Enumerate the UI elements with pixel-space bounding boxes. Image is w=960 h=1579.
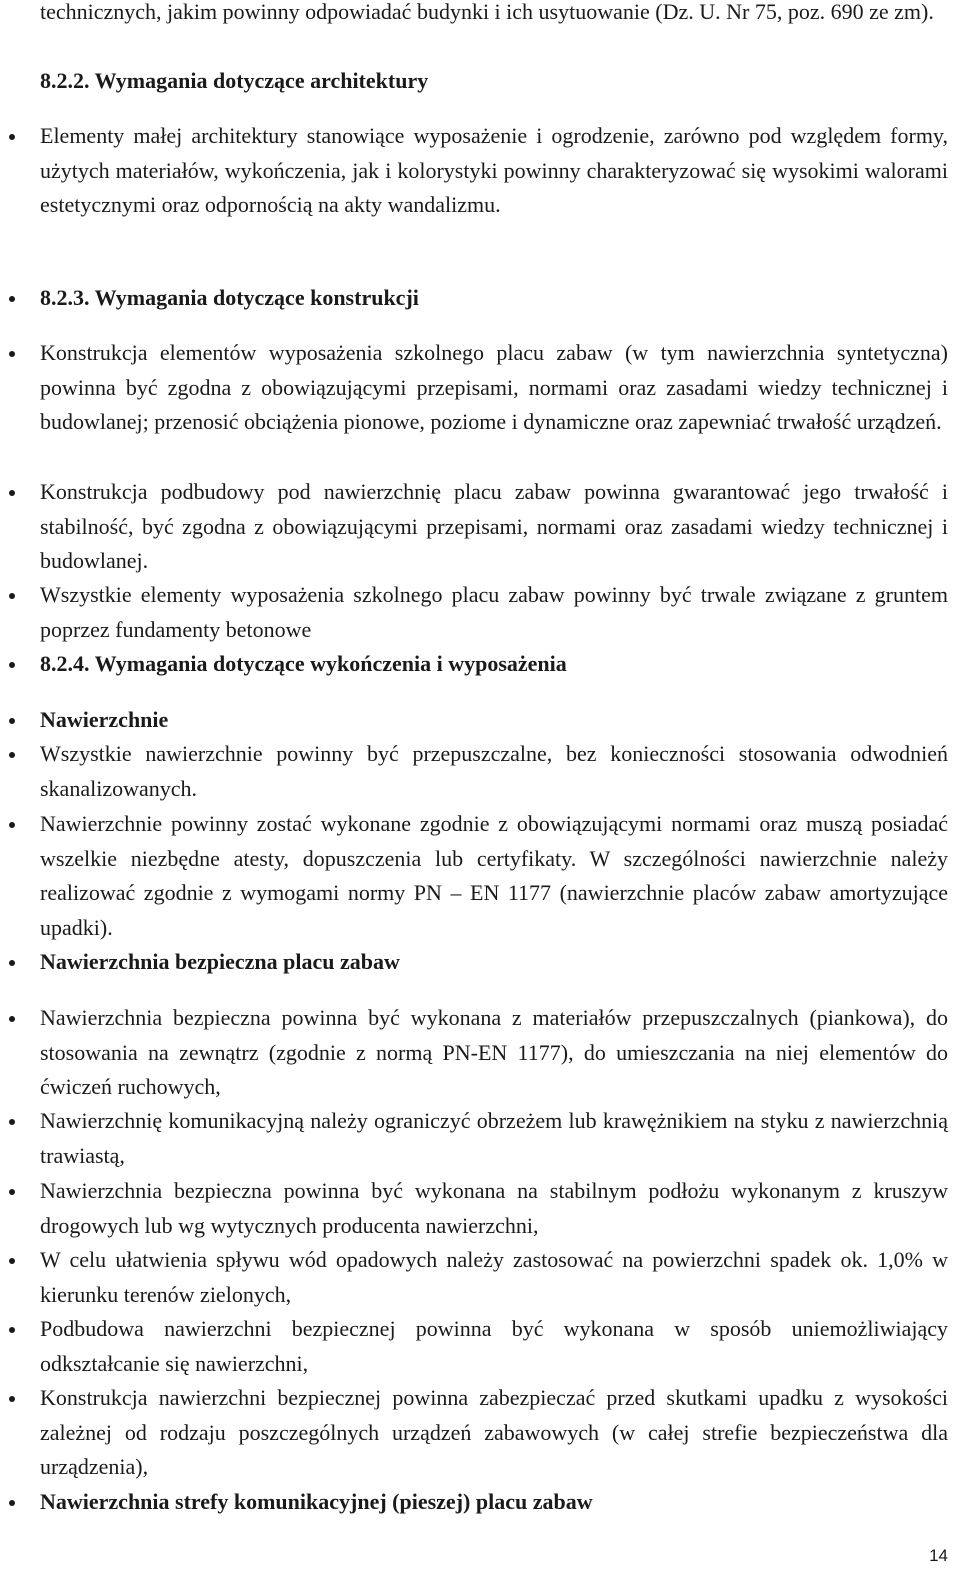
subheading-surfaces bbox=[40, 703, 948, 738]
intro-continuation-paragraph: technicznych, jakim powinny odpowiadać budynki i ich usytuowanie (Dz. U. Nr 75, poz. 690 ze zm). bbox=[40, 0, 934, 24]
bullet-icon bbox=[9, 718, 15, 724]
list-item-construction-elements bbox=[40, 336, 948, 440]
list-item-text: Wszystkie elementy wyposażenia szkolnego placu zabaw powinny być trwale związane z gruntem poprzez fundamenty betonowe bbox=[40, 582, 948, 642]
bullet-icon bbox=[9, 1396, 15, 1402]
section-heading-824 bbox=[40, 647, 948, 682]
list-item-permeable-surfaces bbox=[40, 737, 948, 806]
list-item-communication-surface-edge bbox=[40, 1104, 948, 1173]
list-item-text: Nawierzchnię komunikacyjną należy ograniczyć obrzeżem lub krawężnikiem na styku z nawierzchnią trawiastą, bbox=[40, 1108, 948, 1168]
list-item-text: Konstrukcja nawierzchni bezpiecznej powinna zabezpieczać przed skutkami upadku z wysokości zależnej od rodzaju poszczególnych urządzeń zabawowych (w całej strefie bezpieczeństwa dla urządzenia), bbox=[40, 1385, 948, 1479]
bullet-icon bbox=[9, 1500, 15, 1506]
list-item-text: Podbudowa nawierzchni bezpiecznej powinna być wykonana w sposób uniemożliwiający odkształcanie się nawierzchni, bbox=[40, 1316, 948, 1376]
bullet-icon bbox=[9, 1189, 15, 1195]
list-item-surface-norms bbox=[40, 807, 948, 945]
bullet-icon bbox=[9, 662, 15, 668]
list-item-text: Konstrukcja podbudowy pod nawierzchnię placu zabaw powinna gwarantować jego trwałość i stabilność, być zgodna z obowiązującymi przepisami, normami oraz zasadami wiedzy technicznej i budowlanej. bbox=[40, 479, 948, 573]
list-item-text: 8.2.4. Wymagania dotyczące wykończenia i wyposażenia bbox=[40, 651, 567, 676]
list-item-text: Nawierzchnia strefy komunikacyjnej (pieszej) placu zabaw bbox=[40, 1489, 593, 1514]
page-number: 14 bbox=[929, 1546, 948, 1565]
bullet-icon bbox=[9, 1327, 15, 1333]
list-item-text: Elementy małej architektury stanowiące wyposażenie i ogrodzenie, zarówno pod względem formy, użytych materiałów, wykończenia, jak i kolorystyki powinny charakteryzować się wysokimi walorami estetycznymi oraz odpornością na akty wandalizmu. bbox=[40, 123, 948, 217]
bullet-icon bbox=[9, 752, 15, 758]
list-item-text: W celu ułatwienia spływu wód opadowych należy zastosować na powierzchni spadek ok. 1,0% w kierunku terenów zielonych, bbox=[40, 1247, 948, 1307]
bullet-icon bbox=[9, 1119, 15, 1125]
list-item-text: Wszystkie nawierzchnie powinny być przepuszczalne, bez konieczności stosowania odwodnień skanalizowanych. bbox=[40, 741, 948, 801]
list-item-text: 8.2.3. Wymagania dotyczące konstrukcji bbox=[40, 285, 419, 310]
list-item-foundations bbox=[40, 578, 948, 647]
bullet-icon bbox=[9, 960, 15, 966]
section-heading-822: 8.2.2. Wymagania dotyczące architektury bbox=[40, 68, 429, 93]
list-item-text: Nawierzchnia bezpieczna powinna być wykonana na stabilnym podłożu wykonanym z kruszyw drogowych lub wg wytycznych producenta nawierzchni, bbox=[40, 1178, 948, 1238]
list-item-drainage-slope bbox=[40, 1243, 948, 1312]
bullet-icon bbox=[9, 822, 15, 828]
list-item-text: Nawierzchnie powinny zostać wykonane zgodnie z obowiązującymi normami oraz muszą posiadać wszelkie niezbędne atesty, dopuszczenia lub certyfikaty. W szczególności nawierzchnie należy realizować zgodnie z wymogami normy PN – EN 1177 (nawierzchnie placów zabaw amortyzujące upadki). bbox=[40, 811, 948, 940]
subheading-pedestrian-surface bbox=[40, 1485, 948, 1520]
bullet-icon bbox=[9, 1016, 15, 1022]
bullet-icon bbox=[9, 1258, 15, 1264]
bullet-icon bbox=[9, 490, 15, 496]
list-item-text: Konstrukcja elementów wyposażenia szkolnego placu zabaw (w tym nawierzchnia syntetyczna) powinna być zgodna z obowiązującymi przepisami, normami oraz zasadami wiedzy technicznej i budowlanej; przenosić obciążenia pionowe, poziome i dynamiczne oraz zapewniać trwałość urządzeń. bbox=[40, 340, 948, 434]
list-item-text: Nawierzchnia bezpieczna placu zabaw bbox=[40, 949, 400, 974]
section-heading-823 bbox=[40, 281, 948, 316]
bullet-icon bbox=[9, 296, 15, 302]
subheading-safe-surface bbox=[40, 945, 948, 980]
bullet-icon bbox=[9, 134, 15, 140]
bullet-icon bbox=[9, 593, 15, 599]
list-item-subbase-construction bbox=[40, 475, 948, 579]
list-item-subbase-deformation bbox=[40, 1312, 948, 1381]
bullet-icon bbox=[9, 351, 15, 357]
list-item-text: Nawierzchnia bezpieczna powinna być wykonana z materiałów przepuszczalnych (piankowa), do stosowania na zewnątrz (zgodnie z normą PN-EN 1177), do umieszczania na niej elementów do ćwiczeń ruchowych, bbox=[40, 1005, 948, 1099]
list-item-stable-base bbox=[40, 1174, 948, 1243]
list-item-architecture-elements bbox=[40, 119, 948, 223]
list-item-text: Nawierzchnie bbox=[40, 707, 169, 732]
list-item-safe-surface-material bbox=[40, 1001, 948, 1105]
list-item-fall-protection bbox=[40, 1381, 948, 1485]
